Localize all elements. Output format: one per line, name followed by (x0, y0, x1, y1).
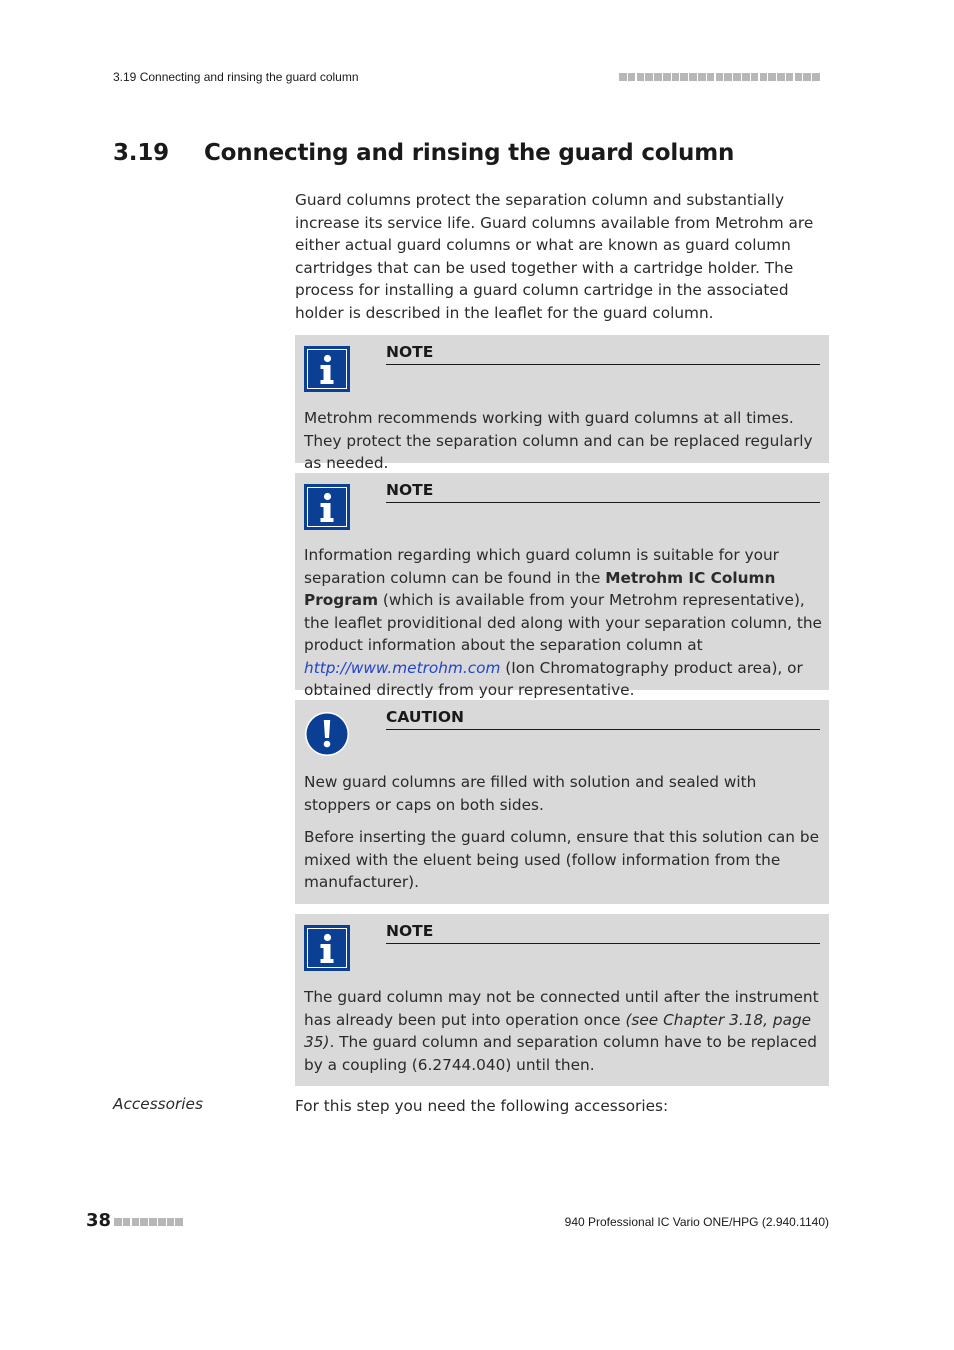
info-icon (304, 484, 350, 530)
column-program-name: Metrohm IC Column Program (304, 568, 776, 609)
note-title: NOTE (386, 922, 820, 944)
accessories-text: For this step you need the following accessories: (295, 1097, 669, 1115)
note-box-1 (295, 335, 829, 472)
note-box-3 (295, 914, 829, 1086)
header-decoration (619, 73, 820, 81)
chapter-reference[interactable]: (see Chapter 3.18, page 35) (304, 1010, 812, 1051)
note-title: NOTE (386, 343, 820, 365)
section-heading (113, 140, 734, 166)
caution-text-2: Before inserting the guard column, ensure that this solution can be mixed with the eluent being used (follow information from the manufacturer). (304, 828, 819, 891)
note-text: Information regarding which guard column is suitable for your separation column can be found in the Metrohm IC Column Program (which is available from your Metrohm representative), the leaflet providitional ded along with your separation column, the product information about the separation column at http://www.metrohm.com (Ion Chromatography product area), or obtained directly from your representative. (304, 546, 822, 699)
caution-text-1: New guard columns are filled with solution and sealed with stoppers or caps on both sides. (304, 773, 757, 814)
section-number: 3.19 (113, 140, 169, 166)
note-box-2 (295, 473, 829, 699)
intro-paragraph: Guard columns protect the separation column and substantially increase its service life. Guard columns available from Metrohm are either actual guard columns or what are known as guard column cartridges that can be used together with a cartridge holder. The process for installing a guard column cartridge in the associated holder is described in the leaflet for the guard column. (295, 191, 814, 322)
note-text: Metrohm recommends working with guard columns at all times. They protect the separation column and can be replaced regularly as needed. (304, 409, 813, 472)
caution-title: CAUTION (386, 708, 820, 730)
running-header: 3.19 Connecting and rinsing the guard column (113, 70, 359, 84)
note-body (304, 544, 823, 702)
footer-document-title: 940 Professional IC Vario ONE/HPG (2.940.1140) (564, 1215, 829, 1229)
info-icon (304, 925, 350, 971)
caution-body (304, 771, 823, 894)
section-title: Connecting and rinsing the guard column (204, 140, 735, 166)
note-title: NOTE (386, 481, 820, 503)
accessories-label: Accessories (113, 1095, 203, 1113)
caution-box (295, 700, 829, 904)
page-number: 38 (86, 1210, 112, 1231)
note-body (304, 986, 823, 1076)
note-text: The guard column may not be connected until after the instrument has already been put into operation once (see Chapter 3.18, page 35). The guard column and separation column have to be replaced by a coupling (6.2744.040) until then. (304, 988, 819, 1074)
metrohm-link[interactable]: http://www.metrohm.com (304, 658, 501, 677)
exclamation-icon (304, 711, 350, 757)
footer-decoration (114, 1218, 183, 1226)
info-icon (304, 346, 350, 392)
note-body (304, 407, 823, 475)
